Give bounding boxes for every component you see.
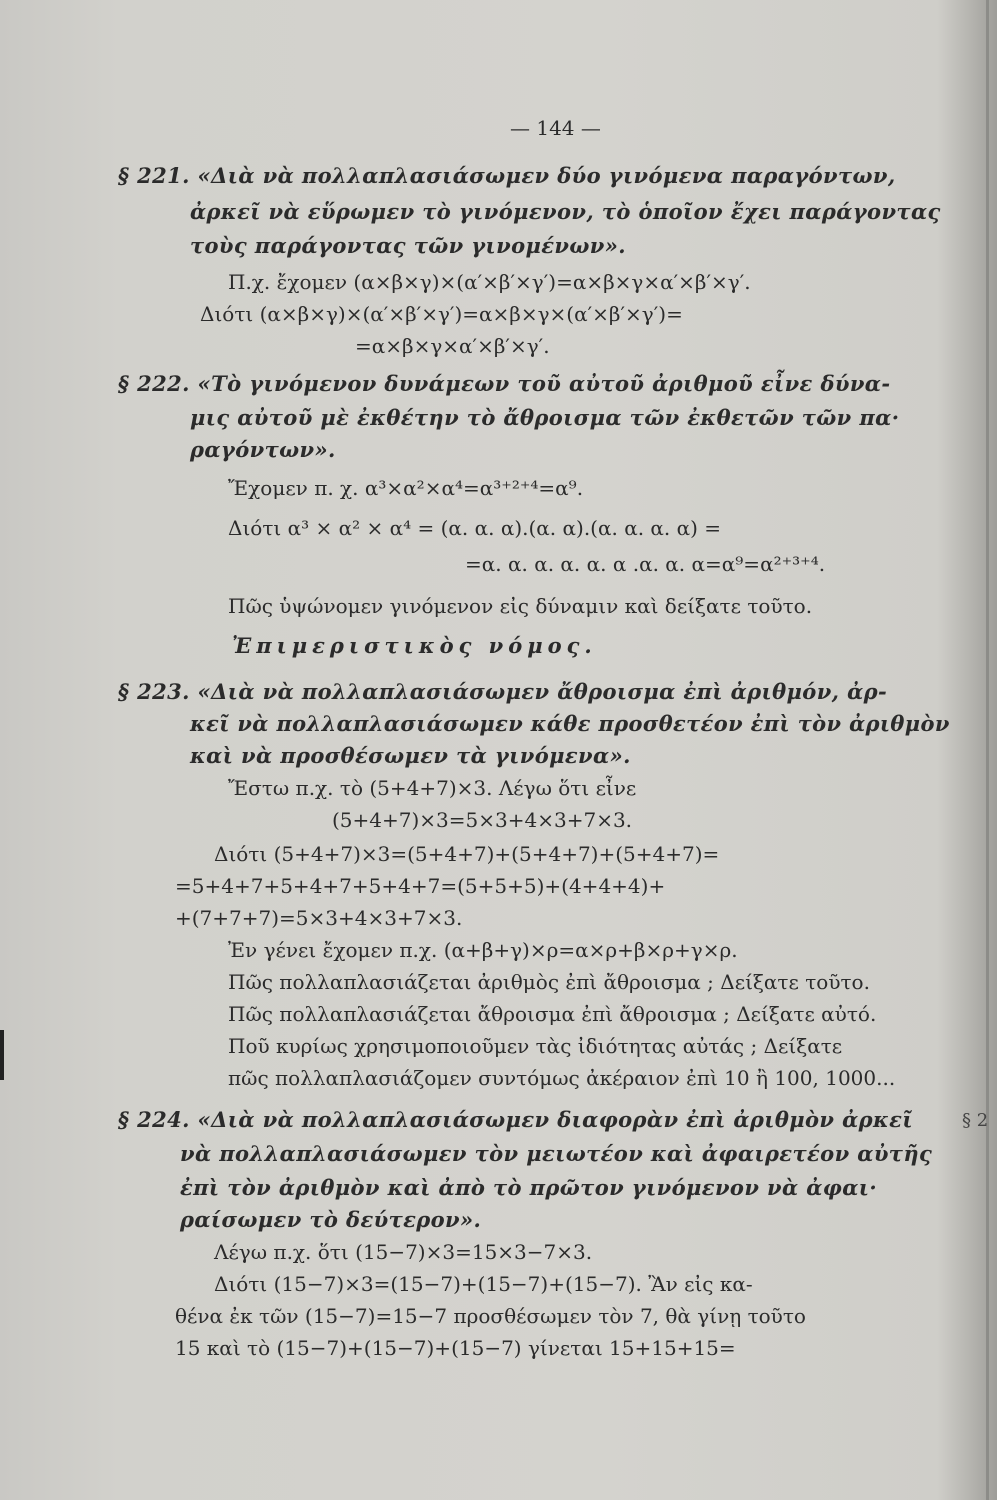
page-edge-mark (0, 1030, 4, 1080)
section-224-line-4: ραίσωμεν τὸ δεύτερον». (180, 1207, 482, 1232)
proof-223-line-1: Διότι (5+4+7)×3=(5+4+7)+(5+4+7)+(5+4+7)= (214, 842, 720, 866)
margin-section-mark: § 2 (962, 1110, 989, 1131)
question-223-4: πῶς πολλαπλασιάζομεν συντόμως ἀκέραιον ἐπὶ 10 ἢ 100, 1000... (228, 1066, 896, 1090)
question-222: Πῶς ὑψώνομεν γινόμενον εἰς δύναμιν καὶ δείξατε τοῦτο. (228, 594, 813, 618)
proof-221-line-2: =α×β×γ×α′×β′×γ′. (355, 334, 550, 358)
proof-222-line-1: Διότι α³ × α² × α⁴ = (α. α. α).(α. α).(α. α. α. α) = (228, 516, 722, 540)
section-222-line-3: ραγόντων». (190, 437, 336, 462)
proof-224-line-3: 15 καὶ τὸ (15−7)+(15−7)+(15−7) γίνεται 15+15+15= (175, 1336, 736, 1360)
page-number: — 144 — (510, 116, 601, 140)
question-223-2: Πῶς πολλαπλασιάζεται ἄθροισμα ἐπὶ ἄθροισμα ; Δείξατε αὐτό. (228, 1002, 877, 1026)
page-spine-shadow (986, 0, 989, 1500)
section-224-line-1: § 224. «Διὰ νὰ πολλαπλασιάσωμεν διαφορὰν ἐπὶ ἀριθμὸν ἀρκεῖ (118, 1107, 913, 1132)
section-224-line-2: νὰ πολλαπλασιάσωμεν τὸν μειωτέον καὶ ἀφαιρετέον αὐτῆς (180, 1141, 933, 1166)
proof-221-line-1: Διότι (α×β×γ)×(α′×β′×γ′)=α×β×γ×(α′×β′×γ′)= (200, 302, 683, 326)
section-221-line-3: τοὺς παράγοντας τῶν γινομένων». (190, 233, 627, 258)
example-221: Π.χ. ἔχομεν (α×β×γ)×(α′×β′×γ′)=α×β×γ×α′×β′×γ′. (228, 270, 751, 294)
example-223: Ἔστω π.χ. τὸ (5+4+7)×3. Λέγω ὅτι εἶνε (228, 776, 637, 800)
section-224-line-3: ἐπὶ τὸν ἀριθμὸν καὶ ἀπὸ τὸ πρῶτον γινόμενον νὰ ἀφαι· (180, 1175, 878, 1200)
section-222-line-1: § 222. «Τὸ γινόμενον δυνάμεων τοῦ αὐτοῦ ἀριθμοῦ εἶνε δύνα- (118, 371, 891, 396)
proof-224-line-2: θένα ἐκ τῶν (15−7)=15−7 προσθέσωμεν τὸν 7, θὰ γίνῃ τοῦτο (175, 1304, 806, 1328)
claim-223: (5+4+7)×3=5×3+4×3+7×3. (332, 808, 633, 832)
subheading-distributive-law: Ἐπιμεριστικὸς νόμος. (232, 633, 597, 658)
proof-223-line-3: +(7+7+7)=5×3+4×3+7×3. (175, 906, 463, 930)
general-223: Ἐν γένει ἔχομεν π.χ. (α+β+γ)×ρ=α×ρ+β×ρ+γ×ρ. (228, 938, 738, 962)
question-223-3: Ποῦ κυρίως χρησιμοποιοῦμεν τὰς ἰδιότητας αὐτάς ; Δείξατε (228, 1034, 843, 1058)
section-222-line-2: μις αὐτοῦ μὲ ἐκθέτην τὸ ἄθροισμα τῶν ἐκθετῶν τῶν πα· (190, 405, 900, 430)
example-222: Ἔχομεν π. χ. α³×α²×α⁴=α³⁺²⁺⁴=α⁹. (228, 476, 584, 500)
question-223-1: Πῶς πολλαπλασιάζεται ἀριθμὸς ἐπὶ ἄθροισμα ; Δείξατε τοῦτο. (228, 970, 870, 994)
claim-224: Λέγω π.χ. ὅτι (15−7)×3=15×3−7×3. (214, 1240, 593, 1264)
section-221-line-1: § 221. «Διὰ νὰ πολλαπλασιάσωμεν δύο γινόμενα παραγόντων, (118, 163, 896, 188)
proof-224-line-1: Διότι (15−7)×3=(15−7)+(15−7)+(15−7). Ἂν εἰς κα- (214, 1272, 753, 1296)
section-223-line-1: § 223. «Διὰ νὰ πολλαπλασιάσωμεν ἄθροισμα ἐπὶ ἀριθμόν, ἀρ- (118, 679, 888, 704)
proof-222-line-2: =α. α. α. α. α. α .α. α. α=α⁹=α²⁺³⁺⁴. (465, 552, 826, 576)
section-221-line-2: ἀρκεῖ νὰ εὕρωμεν τὸ γινόμενον, τὸ ὁποῖον ἔχει παράγοντας (190, 199, 941, 224)
section-223-line-2: κεῖ νὰ πολλαπλασιάσωμεν κάθε προσθετέον ἐπὶ τὸν ἀριθμὸν (190, 711, 950, 736)
proof-223-line-2: =5+4+7+5+4+7+5+4+7=(5+5+5)+(4+4+4)+ (175, 874, 666, 898)
section-223-line-3: καὶ νὰ προσθέσωμεν τὰ γινόμενα». (190, 743, 631, 768)
